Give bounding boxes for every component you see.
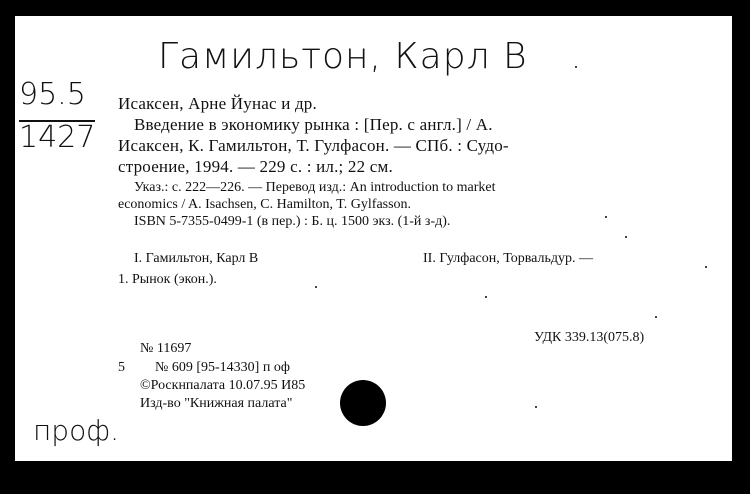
speck xyxy=(705,266,707,268)
record-number: № 11697 xyxy=(140,341,192,356)
speck xyxy=(655,316,657,318)
copyright-line: ©Роскнпалата 10.07.95 И85 xyxy=(140,378,306,393)
speck xyxy=(485,296,487,298)
speck xyxy=(605,216,607,218)
row-number: 5 xyxy=(118,360,125,375)
speck xyxy=(575,66,577,68)
handwritten-note: проф. xyxy=(33,414,120,447)
imprint-line: строение, 1994. — 229 с. : ил.; 22 см. xyxy=(118,157,393,176)
shelfmark-bottom: 1427 xyxy=(19,120,96,155)
speck xyxy=(315,286,317,288)
order-number: № 609 [95-14330] п оф xyxy=(155,360,290,375)
shelfmark-top: 95.5 xyxy=(19,77,86,112)
catalog-card xyxy=(15,16,732,461)
tracing-entry-i: I. Гамильтон, Карл В xyxy=(134,251,259,266)
speck xyxy=(535,406,537,408)
notes-line: Указ.: с. 222—226. — Перевод изд.: An introduction to market xyxy=(134,180,496,195)
subject-heading: 1. Рынок (экон.). xyxy=(118,272,217,287)
author-line: Исаксен, Арне Йунас и др. xyxy=(118,94,317,113)
punch-hole xyxy=(340,380,386,426)
tracing-entry-ii: II. Гулфасон, Торвальдур. — xyxy=(423,251,594,266)
isbn-line: ISBN 5-7355-0499-1 (в пер.) : Б. ц. 1500 экз. (1-й з-д). xyxy=(134,214,451,229)
authors-line: Исаксен, К. Гамильтон, Т. Гулфасон. — СПб. : Судо- xyxy=(118,136,509,155)
speck xyxy=(625,236,627,238)
title-line: Введение в экономику рынка : [Пер. с англ.] / А. xyxy=(134,115,493,134)
original-title-line: economics / A. Isachsen, C. Hamilton, T. Gylfasson. xyxy=(118,197,412,212)
udk-code: УДК 339.13(075.8) xyxy=(534,330,645,345)
publisher-line: Изд-во "Книжная палата" xyxy=(140,396,293,411)
handwritten-heading: Гамильтон, Карл В xyxy=(158,36,528,77)
